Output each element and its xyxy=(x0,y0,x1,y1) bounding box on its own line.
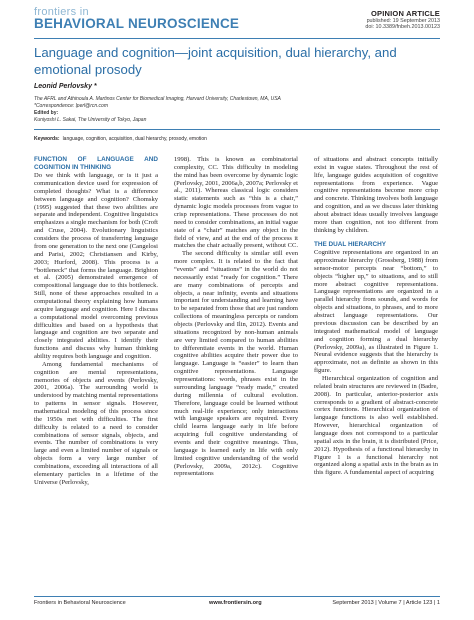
paragraph: Cognitive representations are organized in an approximate hierarchy (Grossberg, 1988) from sensor-motor percepts near “bottom,” to objects “higher up,” to situations, and to still more abstract cognitive representations. Language representations are organized in a parallel hierarchy from sounds, and words for objects and situations, to phrases, and to more abstract language representations. Our previous discussion can be described by an integrated mathematical model of language and cognition forming a dual hierarchy (Perlovsky, 2009a), as illustrated in Figure 1. Neural evidence suggests that the hierarchy is approximate, not as definite as shown in this figure. xyxy=(314,249,438,375)
article-meta xyxy=(365,9,440,31)
journal-logo-name: BEHAVIORAL NEUROSCIENCE xyxy=(34,16,240,31)
author-list[interactable]: Leonid Perlovsky * xyxy=(34,83,97,90)
keywords-list: language, cognition, acquisition, dual hierarchy, prosody, emotion xyxy=(62,136,207,142)
column-1 xyxy=(34,156,158,487)
paragraph: Do we think with language, or is it just a communication device used for expression of completed thoughts? What is a difference between language and cognition? Chomsky (1995) suggested that these two abilities are separate and independent. Cognitive linguistics emphasizes a single mechanism for both (Croft and Cruse, 2004). Evolutionary linguistics considers the process of transferring language from one generation to the next one (Cangelosi and Parisi, 2002; Christiansen and Kirby, 2003; Hurford, 2008). This process is a “bottleneck” that forms the language. Brighton et al. (2005) demonstrated emergence of compositional language due to this bottleneck. Still, none of these approaches resulted in a computational theory explaining how humans acquire language and cognition. Here I discuss a computational model overcoming previous difficulties and based on a hypothesis that language and cognition are two separate and closely integrated abilities. I identify their functions and discuss why human thinking ability requires both language and cognition. xyxy=(34,172,158,360)
published-date: published: 19 September 2013 xyxy=(366,18,440,24)
footer-url[interactable]: www.frontiersin.org xyxy=(209,600,262,606)
column-2 xyxy=(174,156,298,478)
affiliation: The AFRL and Athinoula A. Martinos Center for Biomedical Imaging, Harvard University, Charlestown, MA, USA xyxy=(34,96,281,102)
keywords-label: Keywords: xyxy=(34,136,60,142)
footer-journal: Frontiers in Behavioral Neuroscience xyxy=(34,600,126,606)
keywords xyxy=(34,136,207,142)
column-3 xyxy=(314,156,438,477)
header-rule xyxy=(34,38,440,39)
edited-by-label xyxy=(34,110,444,116)
paragraph: 1998). This is known as combinatorial complexity, CC. This difficulty in modeling the mind has been overcome by dynamic logic (Perlovsky, 2001, 2006a,b, 2007a; Perlovsky et al., 2011). Whereas classical logic considers static statements such as “this is a chair,” dynamic logic models processes from vague to crisp representations. These processes do not need to consider combinations, an initial vague state of a “chair” matches any object in the field of view, and at the end of the process it matches the chair actually present, without CC. xyxy=(174,156,298,250)
article-type: OPINION ARTICLE xyxy=(371,9,440,18)
section-heading-dual-hierarchy: THE DUAL HIERARCHY xyxy=(314,240,386,248)
edited-by-heading: Edited by: xyxy=(34,110,59,116)
journal-logo-top: frontiers in xyxy=(34,6,89,18)
paragraph: The second difficulty is similar still even more complex. It is related to the fact that “events” and “situations” in the world do not necessarily exist “ready for cognition.” There are many combinations of percepts and objects, a near infinity, events and situations important for understanding and learning have to be separated from those that are just random collections of meaningless percepts or random objects (Perlovsky and Ilin, 2012). Events and situations recognized by non-human animals are very limited compared to human abilities to differentiate events in the world. Human cognitive abilities acquire their power due to language. Language is “easier” to learn than cognitive representations. Language representations: words, phrases exist in the surrounding language “ready made,” created during millennia of cultural evolution. Therefore, language could be learned without much real-life experience; only interactions with language speakers are required. Every child learns language early in life before acquiring full cognitive understanding of events and their cognitive meanings. Thus, language is learned early in life with only limited cognitive understanding of the world (Perlovsky, 2009a, 2012c). Cognitive representations xyxy=(174,250,298,478)
footer-issue: September 2013 | Volume 7 | Article 123 | 1 xyxy=(332,600,440,606)
correspondence[interactable]: *Correspondence: lperl@rcn.com xyxy=(34,102,108,109)
footer-rule xyxy=(34,596,440,597)
journal-logo xyxy=(34,7,239,31)
section-heading-function: FUNCTION OF LANGUAGE AND COGNITION IN THINKING xyxy=(34,156,158,171)
article-title: Language and cognition—joint acquisition, dual hierarchy, and emotional prosody xyxy=(34,45,397,77)
paragraph: Hierarchical organization of cognition and related brain structures are reviewed in (Badre, 2008). In particular, anterior-posterior axis corresponds to a gradient of abstract-concrete cortex functions. Hierarchical organization of language functions is also well established. However, hierarchical organization of language does not correspond to a particular spatial axis in the brain, it is distributed (Price, 2012). Hypothesis of a functional hierarchy in Figure 1 is a functional hierarchy not organized along a spatial axis in the brain as in this figure. A fundamental aspect of acquiring xyxy=(314,374,438,477)
paragraph: Among fundamental mechanisms of cognition are mental representations, memories of objects and events (Perlovsky, 2001, 2006a). The surrounding world is understood by matching mental representations to patterns in sensor signals. However, mathematical modeling of this process since the 1950s met with difficulties. The first difficulty is related to a need to consider combinations of sensor signals, objects, and events. The number of combinations is very large and even a limited number of signals or objects form a very large number of combinations, exceeding all interactions of all elementary particles in a lifetime of the Universe (Perlovsky, xyxy=(34,360,158,486)
doi[interactable]: doi: 10.3389/fnbeh.2013.00123 xyxy=(365,24,440,31)
editor: Kuniyoshi L. Sakai, The University of Tokyo, Japan xyxy=(34,116,147,123)
paragraph: of situations and abstract concepts initially exist in vague states. Throughout the rest of life, language guides acquisition of cognitive representations from experience. Vague cognitive representations become more crisp and concrete. Thinking involves both language and cognition, and as we discuss later thinking about abstract ideas usually involves language more than cognition, not too different from thinking by children. xyxy=(314,156,438,234)
front-rule xyxy=(34,129,440,130)
